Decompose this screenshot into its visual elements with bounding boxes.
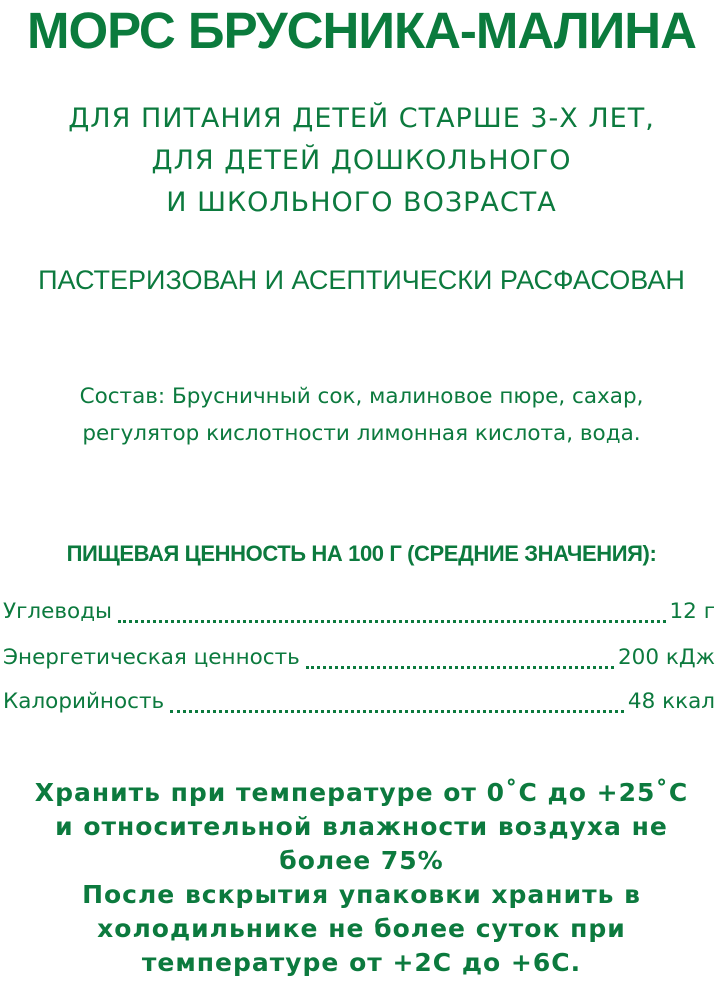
nutrition-value: 48 ккал [627,689,715,714]
storage-line: более 75% [279,846,444,875]
audience-line: ДЛЯ ДЕТЕЙ ДОШКОЛЬНОГО [151,145,572,176]
composition-line: Состав: Брусничный сок, малиновое пюре, сахар, [79,384,644,409]
nutrition-label: Энергетическая ценность [3,645,300,670]
storage-instructions [0,776,723,980]
storage-line: После вскрытия упаковки хранить в [82,880,641,909]
storage-line: Хранить при температуре от 0˚С до +25˚С [34,778,689,807]
nutrition-value: 200 кДж [617,645,715,670]
composition-line: регулятор кислотности лимонная кислота, вода. [82,421,641,446]
product-title: МОРС БРУСНИКА-МАЛИНА [27,2,696,59]
dotted-leader [118,620,665,623]
storage-line: холодильнике не более суток при [97,914,626,943]
nutrition-label: Углеводы [3,599,113,624]
audience-line: ДЛЯ ПИТАНИЯ ДЕТЕЙ СТАРШЕ 3-Х ЛЕТ, [68,103,655,134]
storage-line: температуре от +2С до +6С. [141,948,582,977]
storage-line: и относительной влажности воздуха не [55,812,668,841]
dotted-leader [170,710,624,713]
dotted-leader [306,666,614,669]
nutrition-row-carbs [3,592,715,632]
audience-line: И ШКОЛЬНОГО ВОЗРАСТА [166,187,557,218]
composition-block [0,378,723,452]
nutrition-row-energy [3,638,715,678]
nutrition-value: 12 г [669,599,715,624]
nutrition-label: Калорийность [3,689,165,714]
nutrition-row-calories [3,682,715,722]
processing-note: ПАСТЕРИЗОВАН И АСЕПТИЧЕСКИ РАСФАСОВАН [38,265,685,295]
audience-block [0,98,723,224]
nutrition-heading: ПИЩЕВАЯ ЦЕННОСТЬ НА 100 Г (СРЕДНИЕ ЗНАЧЕНИЯ): [66,541,657,566]
